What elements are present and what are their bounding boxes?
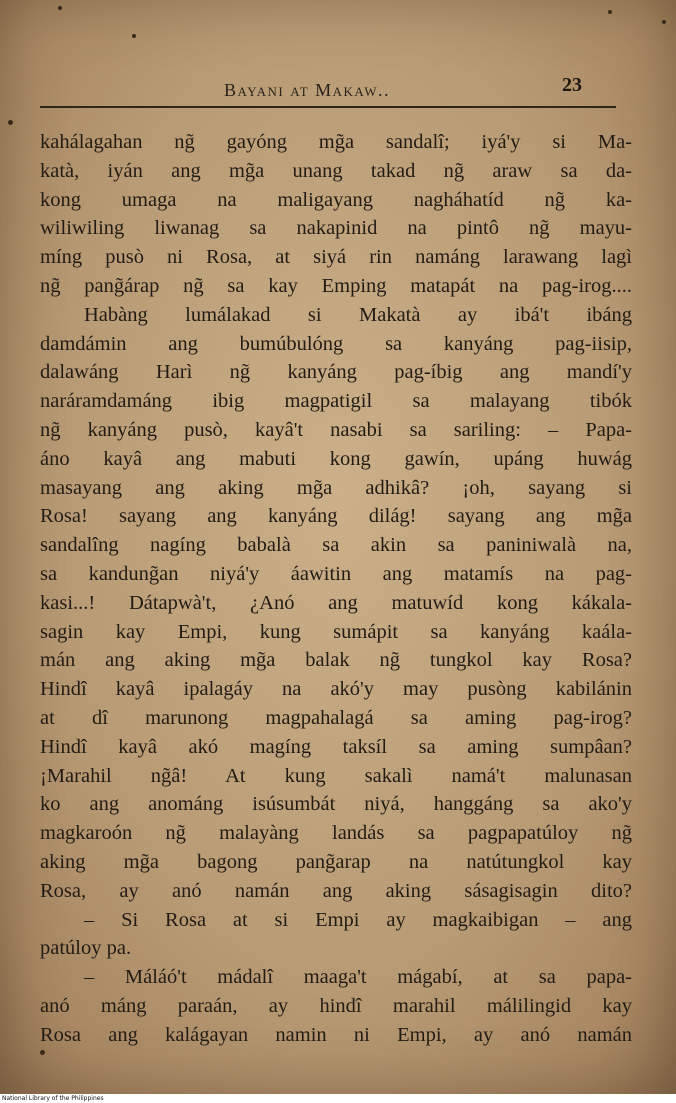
text-line: sa kandung̃an niyá'y áawitin ang matamís na pag-	[40, 562, 632, 585]
text-line: kahálagahan ng̃ gayóng mg̃a sandalî; iyá'y si Ma-	[40, 131, 632, 153]
text-line: patúloy pa.	[40, 937, 132, 960]
text-line: naráramdamáng ibig magpatigil sa malayang tibók	[40, 390, 632, 413]
text-line: ng̃ pang̃árap ng̃ sa kay Emping matapát na pag-irog....	[40, 274, 632, 297]
body-text	[40, 128, 632, 1050]
text-line: – Si Rosa at si Empi ay magkaibigan – ang	[84, 908, 632, 931]
text-line: áno kayâ ang mabuti kong gawín, upáng huwág	[40, 447, 632, 470]
text-line: dalawáng Harì ng̃ kanyáng pag-íbig ang mandí'y	[40, 361, 632, 384]
ink-speck	[40, 1050, 45, 1055]
text-line: Rosa! sayang ang kanyáng dilág! sayang ang mg̃a	[40, 505, 632, 528]
text-line: sandalîng nagíng babalà sa akin sa paniniwalà na,	[40, 534, 632, 557]
ink-speck	[132, 34, 136, 38]
text-line: aking mg̃a bagong pang̃arap na natútungkol kay	[40, 850, 632, 873]
ink-speck	[8, 120, 13, 125]
text-line: ng̃ kanyáng pusò, kayâ't nasabi sa sariling: – Papa-	[40, 418, 632, 441]
running-title: Bayani at Makaw..	[224, 80, 391, 100]
text-line: masayang ang aking mg̃a adhikâ? ¡oh, sayang si	[40, 476, 632, 499]
text-line: kong umaga na maligayang nagháhatíd ng̃ ka-	[40, 188, 632, 211]
text-line: at dî marunong magpahalagá sa aming pag-irog?	[40, 706, 632, 729]
text-line: katà, iyán ang mg̃a unang takad ng̃ araw sa da-	[40, 159, 632, 182]
text-line: Hindî kayâ ipalagáy na akó'y may pusòng kabilánin	[40, 678, 632, 701]
text-line: kasi...! Dátapwà't, ¿Anó ang matuwíd kong kákala-	[40, 591, 632, 614]
ink-speck	[662, 20, 666, 24]
header-rule	[40, 106, 616, 108]
text-line: Habàng lumálakad si Makatà ay ibá't ibáng	[84, 303, 632, 326]
text-line: wiliwiling liwanag sa nakapinid na pintô ng̃ mayu-	[40, 217, 632, 240]
text-line: míng pusò ni Rosa, at siyá rin namáng larawang lagì	[40, 246, 632, 269]
page-number: 23	[562, 74, 582, 96]
page-header	[40, 72, 636, 104]
footer	[0, 1094, 676, 1103]
text-line: magkaroón ng̃ malayàng landás sa pagpapatúloy ng̃	[40, 822, 632, 845]
text-line: ¡Marahil ng̃â! At kung sakalì namá't malunasan	[40, 764, 632, 787]
ink-speck	[58, 6, 62, 10]
text-line: – Máláó't mádalî maaga't mágabí, at sa papa-	[84, 966, 632, 989]
text-line: ko ang anománg isúsumbát niyá, hanggáng sa ako'y	[40, 793, 632, 816]
footer-credit: National Library of the Philippines	[2, 1095, 104, 1102]
ink-speck	[608, 10, 612, 14]
text-line: sagin kay Empi, kung sumápit sa kanyáng kaála-	[40, 620, 632, 643]
text-line: damdámin ang bumúbulóng sa kanyáng pag-iisip,	[40, 332, 632, 355]
text-line: Rosa ang kalágayan namin ni Empi, ay anó namán	[40, 1023, 632, 1046]
text-line: Hindî kayâ akó magíng taksíl sa aming sumpâan?	[40, 735, 632, 758]
text-line: Rosa, ay anó namán ang aking sásagisagin dito?	[40, 879, 632, 902]
text-line: anó máng paraán, ay hindî marahil málilingid kay	[40, 994, 632, 1017]
text-line: mán ang aking mg̃a balak ng̃ tungkol kay Rosa?	[40, 649, 632, 672]
